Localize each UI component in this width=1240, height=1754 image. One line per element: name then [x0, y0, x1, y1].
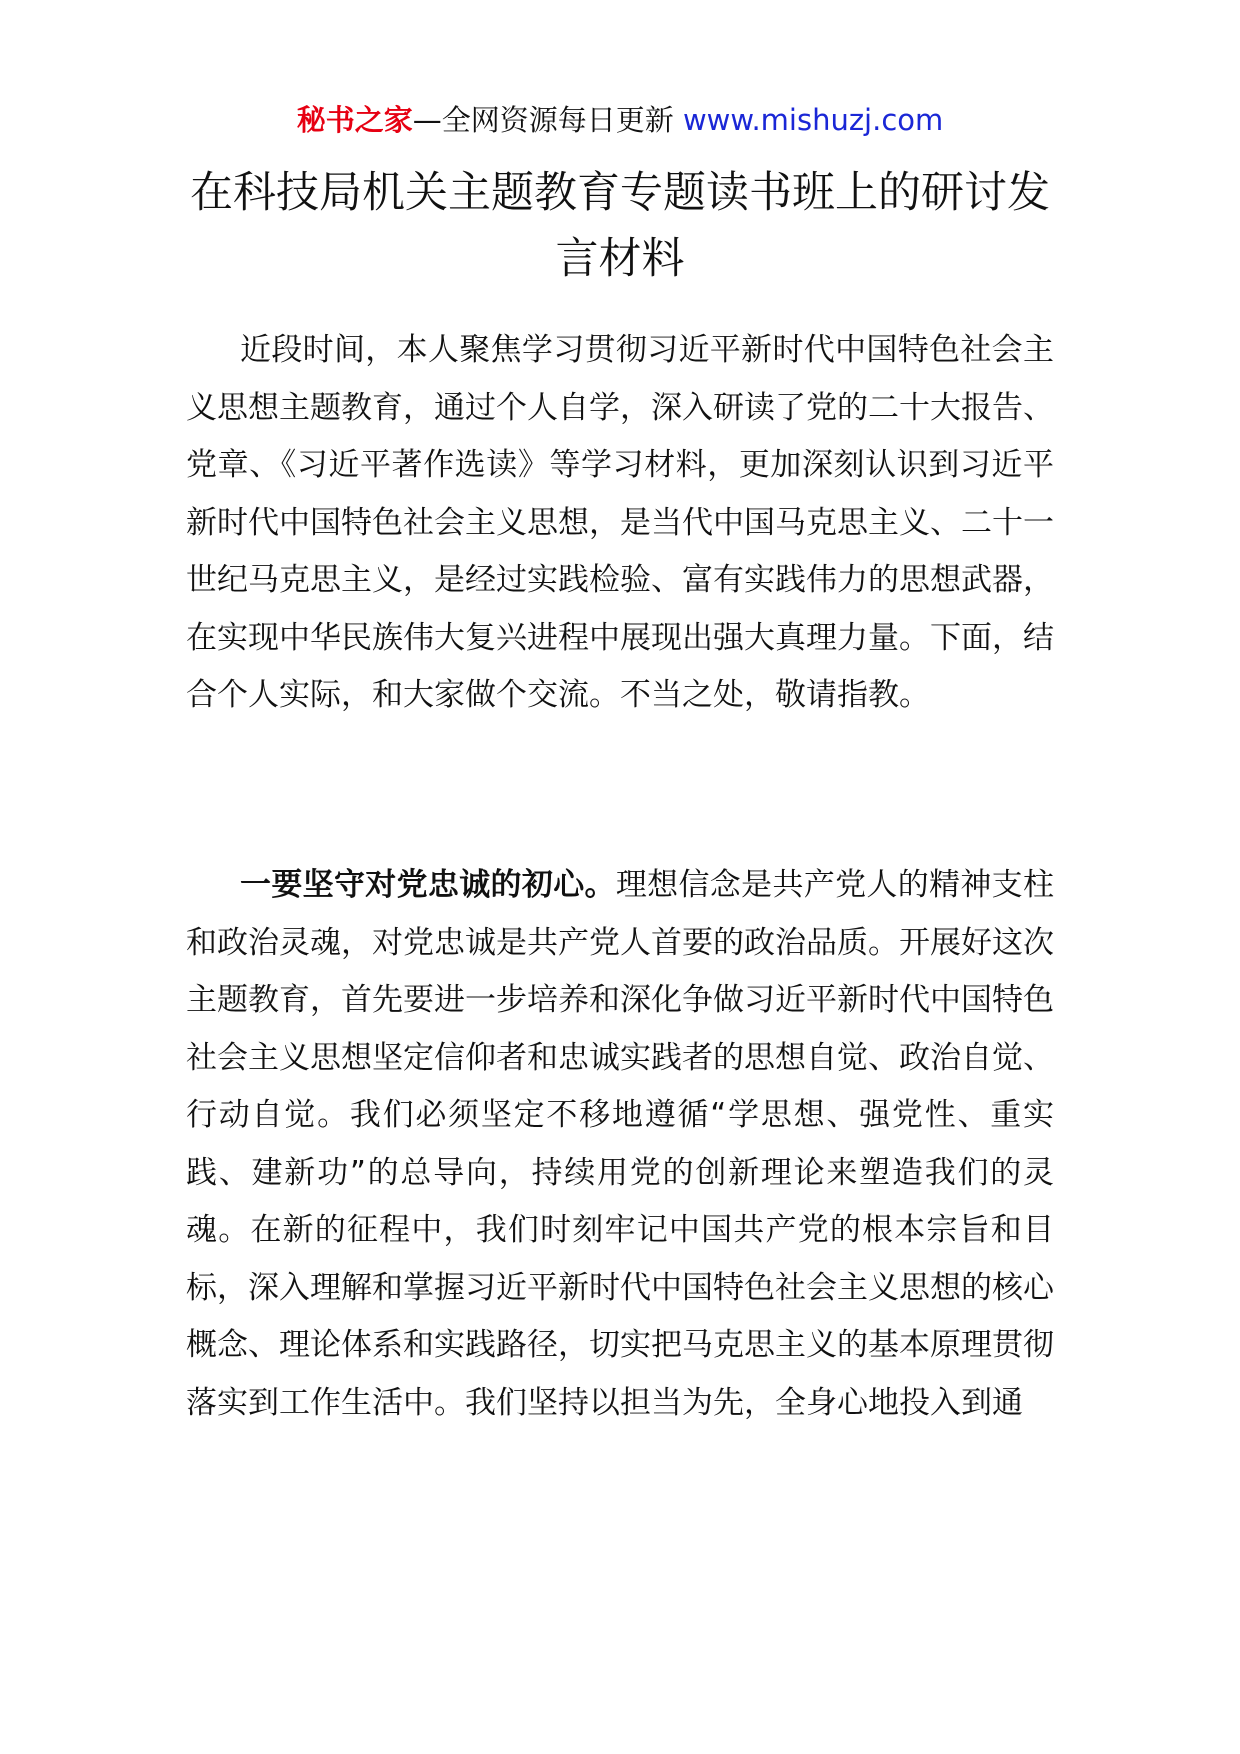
- site-url-link[interactable]: www.mishuzj.com: [682, 103, 944, 137]
- document-title: 在科技局机关主题教育专题读书班上的研讨发言材料: [190, 168, 1050, 284]
- site-header: [0, 100, 1240, 140]
- paragraph-point-one: [186, 857, 1054, 1432]
- site-tagline: —全网资源每日更新: [412, 103, 683, 137]
- paragraph-text: 理想信念是共产党人的精神支柱和政治灵魂，对党忠诚是共产党人首要的政治品质。开展好这次主题教育，首先要进一步培养和深化争做习近平新时代中国特色社会主义思想坚定信仰者和忠诚实践者的思想自觉、政治自觉、行动自觉。我们必须坚定不移地遵循“学思想、强党性、重实践、建新功”的总导向，持续用党的创新理论来塑造我们的灵魂。在新的征程中，我们时刻牢记中国共产党的根本宗旨和目标，深入理解和掌握习近平新时代中国特色社会主义思想的核心概念、理论体系和实践路径，切实把马克思主义的基本原理贯彻落实到工作生活中。我们坚持以担当为先，全身心地投入到通: [186, 867, 1055, 1421]
- paragraph-text: 近段时间，本人聚焦学习贯彻习近平新时代中国特色社会主义思想主题教育，通过个人自学，深入研读了党的二十大报告、党章、《习近平著作选读》等学习材料，更加深刻认识到习近平新时代中国特色社会主义思想，是当代中国马克思主义、二十一世纪马克思主义，是经过实践检验、富有实践伟力的思想武器，在实现中华民族伟大复兴进程中展现出强大真理力量。下面，结合个人实际，和大家做个交流。不当之处，敬请指教。: [186, 332, 1054, 713]
- paragraph-lead: 一要坚守对党忠诚的初心。: [240, 867, 616, 903]
- site-brand: 秘书之家: [296, 103, 413, 137]
- paragraph-intro: [186, 322, 1054, 725]
